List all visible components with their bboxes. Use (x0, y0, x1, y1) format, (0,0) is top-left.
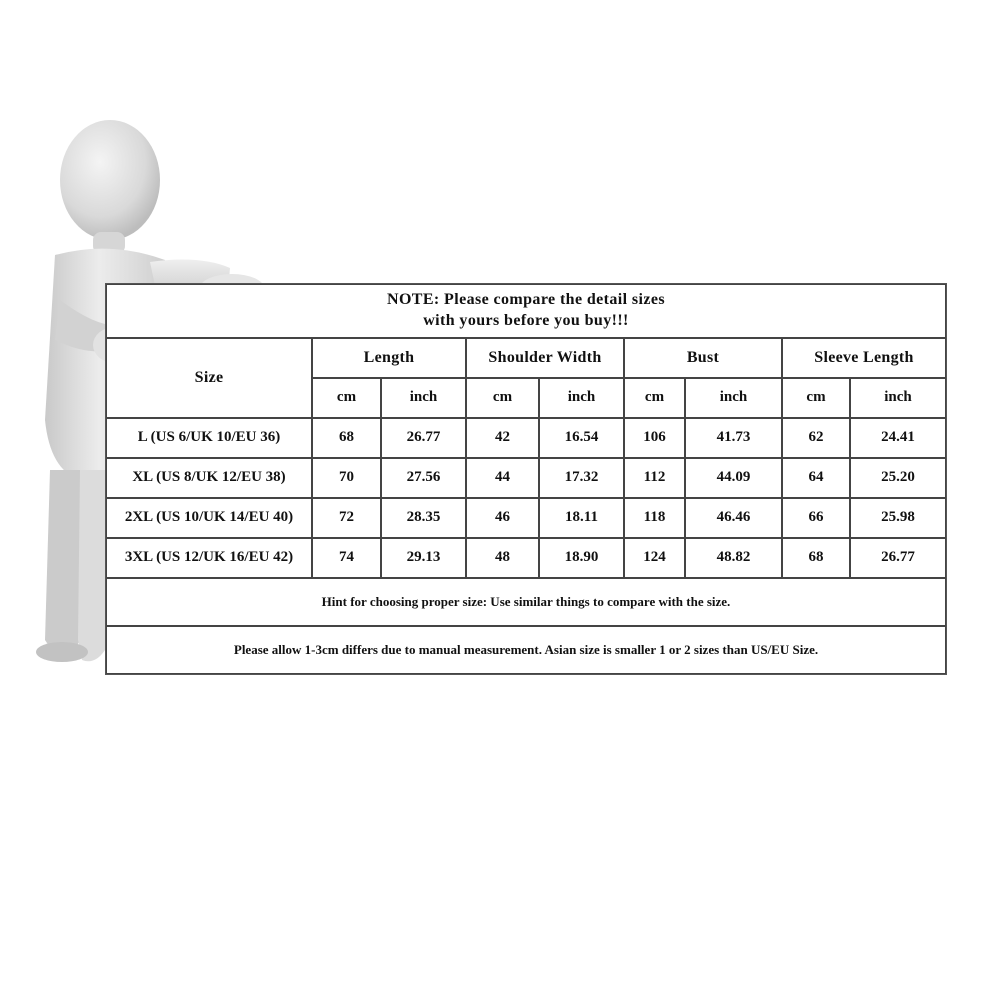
table-cell: 24.41 (850, 418, 946, 458)
size-label: L (US 6/UK 10/EU 36) (106, 418, 312, 458)
unit-header: cm (466, 378, 539, 418)
table-cell: 18.90 (539, 538, 624, 578)
hint-text: Hint for choosing proper size: Use similar things to compare with the size. (106, 578, 946, 626)
table-cell: 27.56 (381, 458, 466, 498)
table-cell: 29.13 (381, 538, 466, 578)
table-cell: 124 (624, 538, 685, 578)
unit-header: inch (850, 378, 946, 418)
table-cell: 44 (466, 458, 539, 498)
table-cell: 46 (466, 498, 539, 538)
table-cell: 68 (312, 418, 381, 458)
unit-header: cm (782, 378, 850, 418)
unit-header: inch (381, 378, 466, 418)
table-cell: 70 (312, 458, 381, 498)
table-cell: 74 (312, 538, 381, 578)
size-chart (105, 283, 947, 675)
note-banner (106, 284, 946, 338)
note-line-2: with yours before you buy!!! (423, 312, 629, 329)
table-cell: 26.77 (381, 418, 466, 458)
size-label: 2XL (US 10/UK 14/EU 40) (106, 498, 312, 538)
unit-header: cm (312, 378, 381, 418)
table-cell: 106 (624, 418, 685, 458)
table-cell: 17.32 (539, 458, 624, 498)
table-cell: 48 (466, 538, 539, 578)
disclaimer-text: Please allow 1-3cm differs due to manual measurement. Asian size is smaller 1 or 2 sizes than US/EU Size. (106, 626, 946, 674)
unit-header: inch (539, 378, 624, 418)
bust-header: Bust (624, 338, 782, 378)
table-cell: 62 (782, 418, 850, 458)
table-cell: 42 (466, 418, 539, 458)
table-cell: 41.73 (685, 418, 782, 458)
table-cell: 112 (624, 458, 685, 498)
note-line-1: NOTE: Please compare the detail sizes (386, 291, 665, 309)
size-column-header: Size (106, 338, 312, 418)
sleeve-length-header: Sleeve Length (782, 338, 946, 378)
table-cell: 64 (782, 458, 850, 498)
table-cell: 46.46 (685, 498, 782, 538)
table-cell: 68 (782, 538, 850, 578)
shoulder-width-header: Shoulder Width (466, 338, 624, 378)
table-cell: 26.77 (850, 538, 946, 578)
figure-head (60, 120, 160, 240)
unit-header: inch (685, 378, 782, 418)
table-cell: 66 (782, 498, 850, 538)
size-label: 3XL (US 12/UK 16/EU 42) (106, 538, 312, 578)
size-label: XL (US 8/UK 12/EU 38) (106, 458, 312, 498)
figure-foot (36, 642, 88, 662)
length-header: Length (312, 338, 466, 378)
table-cell: 72 (312, 498, 381, 538)
table-cell: 18.11 (539, 498, 624, 538)
table-cell: 16.54 (539, 418, 624, 458)
unit-header: cm (624, 378, 685, 418)
table-cell: 28.35 (381, 498, 466, 538)
table-cell: 25.20 (850, 458, 946, 498)
table-cell: 44.09 (685, 458, 782, 498)
table-cell: 118 (624, 498, 685, 538)
table-cell: 48.82 (685, 538, 782, 578)
table-cell: 25.98 (850, 498, 946, 538)
